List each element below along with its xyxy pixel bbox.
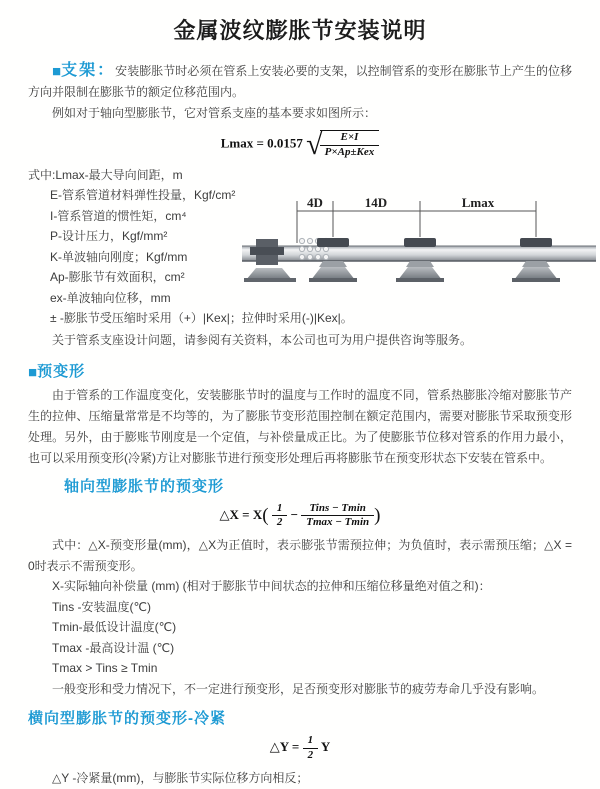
frac-den: 2 [272,515,288,530]
fraction-temperature [301,502,374,531]
support-note-paragraph: 关于管系支座设计问题，请参阅有关资料，本公司也可为用户提供咨询等服务。 [52,332,473,347]
frac-num: 1 [276,501,283,514]
support-example-paragraph: 例如对于轴向型膨胀节，它对管系支座的基本要求如图所示： [52,106,377,120]
formula-lmax-lhs: Lmax = 0.0157 [220,135,303,151]
frac-num: 1 [307,734,314,746]
frac-den: Tmax − Tmin [301,515,374,530]
dim-label-4d: 4D [307,194,323,210]
page-title: 金属波纹膨胀节安装说明 [173,18,427,43]
right-paren: ) [374,504,381,526]
formula-delta-y [28,734,572,763]
axial-line: Tmax -最高设计温 (℃) [52,640,175,655]
formula-dy-rhs: Y [320,739,331,755]
pipe [242,246,596,261]
axial-line: 一般变形和受力情况下，不一定进行预变形，足否预变形对膨胀节的疲劳寿命几乎没有影响。 [52,681,545,696]
dim-label-14d: 14D [364,194,388,210]
definitions-and-diagram [28,165,572,329]
axial-definition-lines [28,535,572,699]
fraction-half [303,734,319,763]
section-header-support: 支架： [61,62,116,79]
lateral-definition-line: △Y -冷紧量(mm)，与膨胀节实际位移方向相反； [52,770,309,785]
axial-line: Tmax > Tins ≥ Tmin [52,661,158,675]
pipe-support-diagram [240,189,600,289]
formula-lmax-numerator: E×I [340,131,359,143]
dimension-lines [297,201,536,243]
definition-line: ex-单波轴向位移，mm [50,290,171,305]
predeform-paragraph: 由于管系的工作温度变化，安装膨胀节时的温度与工作时的温度不同，管系热膨胀冷缩对膨胀节产生的拉伸、压缩量常常是不均等的，为了膨胀节变形范围控制在额定范围内，需要对膨胀节采取预变形处理。另外，由于膨账节刚度是一个定值，与补偿量成正比。为了使膨胀节位移对管系的作用力最小，也可以采用预变形(冷紧)方让对膨胀节进行预变形处理后再将膨胀节在预变形状态下安装在管系中。 [28,387,572,465]
predeform-header-row [28,361,572,383]
fraction-half [272,502,288,531]
definition-line: ± -膨胀节受压缩时采用（+）|Kex|；拉伸时采用(-)|Kex|。 [50,311,353,325]
axial-line: X-实际轴向补偿量 (mm) (相对于膨胀节中间状态的拉伸和压缩位移量绝对值之和)： [52,579,491,593]
subtitle-lateral-predeform: 横向型膨胀节的预变形-冷紧 [28,710,226,727]
definition-line: I-管系管道的惯性矩，cm⁴ [50,208,187,223]
formula-lmax-radicand [320,130,380,160]
frac-num: Tins − Tmin [309,501,366,514]
section-header-predeform: 预变形 [37,362,86,380]
axial-line: Tins -安装温度(℃) [52,599,152,614]
minus-sign: − [290,506,298,522]
dim-label-lmax: Lmax [461,194,495,210]
square-bullet-icon: ■ [52,63,62,80]
formula-dy-lhs: △Y = [269,739,300,755]
subtitle-axial-predeform: 轴向型膨胀节的预变形 [64,477,225,495]
definition-line: P-设计压力，Kgf/mm² [50,229,168,243]
axial-line: 式中：△X-预变形量(mm)，△X为正值时，表示膨张节需预拉伸；为负值时，表示需预压缩；△X = 0时表示不需预变形。 [28,538,572,573]
formula-lmax-denominator: P×Ap±Kex [320,145,380,160]
formula-dx-lhs: △X = X [219,506,263,522]
definition-line: Ap-膨胀节有效面积，cm² [50,270,185,284]
support-intro-paragraph [28,60,572,103]
document-page [0,14,600,789]
definition-line: E-管系管道材料弹性投量，Kgf/cm² [50,188,236,202]
support-intro-text: 安装膨胀节时必须在管系上安装必要的支架，以控制管系的变形在膨胀节上产生的位移方向并限制在膨胀节的额定位移范围内。 [28,64,572,99]
formula-delta-x [28,502,572,531]
axial-line: Tmin-最低设计温度(℃) [52,620,177,634]
square-bullet-icon: ■ [28,363,38,381]
left-paren: ( [262,504,269,526]
definition-line: K-单波轴向刚度；Kgf/mm [50,249,188,264]
formula-lmax [28,127,572,161]
definition-line: 式中:Lmax-最大导向间距，m [28,167,183,182]
sqrt-symbol: √ [306,127,323,161]
frac-den: 2 [303,748,319,763]
